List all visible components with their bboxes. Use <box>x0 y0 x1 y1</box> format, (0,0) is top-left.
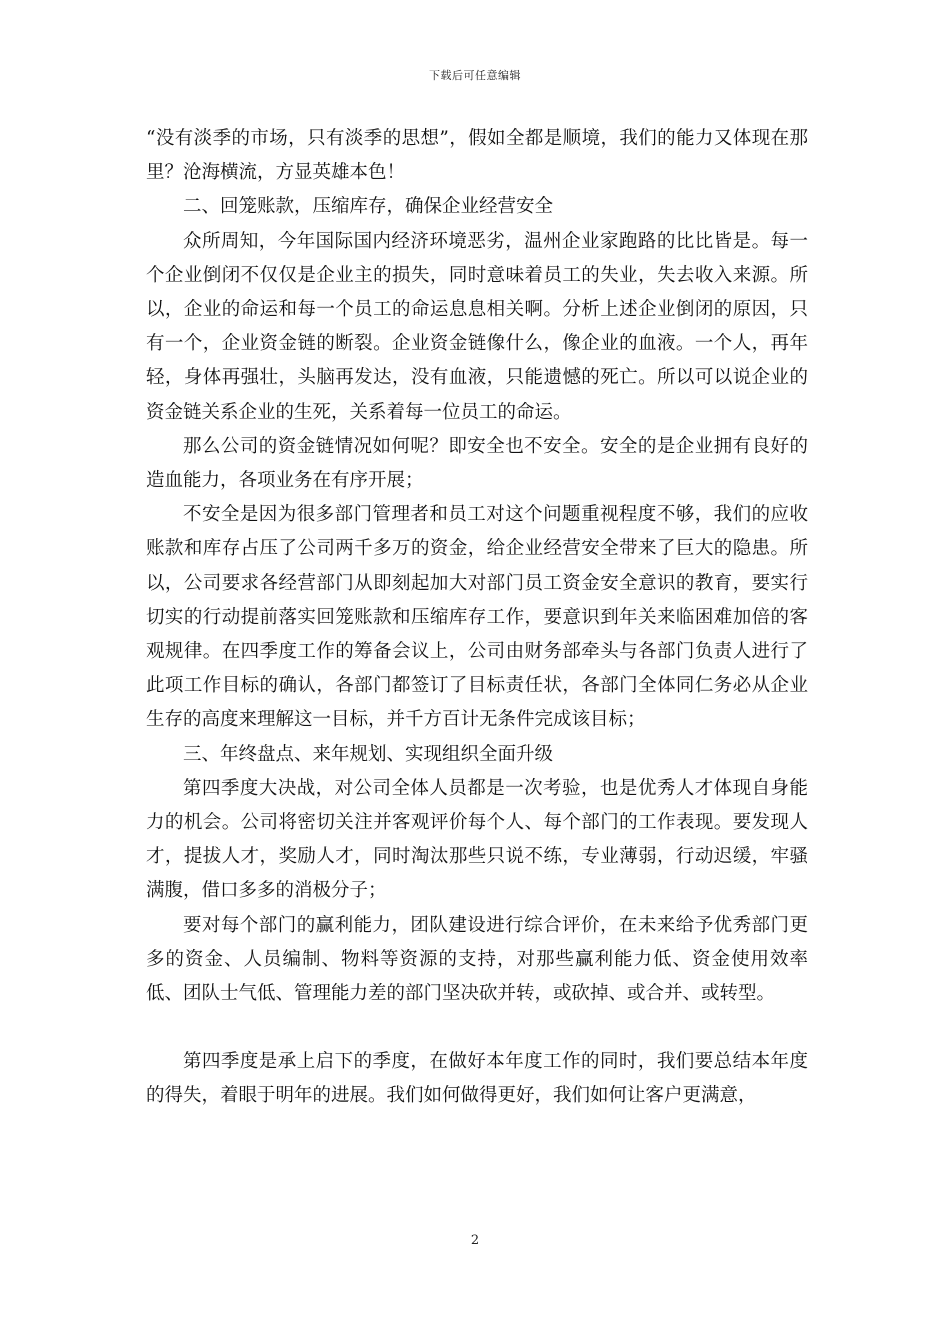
paragraph: 不安全是因为很多部门管理者和员工对这个问题重视程度不够，我们的应收账款和库存占压了公司两千多万的资金，给企业经营安全带来了巨大的隐患。所以，公司要求各经营部门从即刻起加大对部门员工资金安全意识的教育，要实行切实的行动提前落实回笼账款和压缩库存工作，要意识到年关来临困难加倍的客观规律。在四季度工作的筹备会议上，公司由财务部牵头与各部门负责人进行了此项工作目标的确认，各部门都签订了目标责任状，各部门全体同仁务必从企业生存的高度来理解这一目标，并千方百计无条件完成该目标； <box>146 504 808 731</box>
paragraph: 那么公司的资金链情况如何呢？即安全也不安全。安全的是企业拥有良好的造血能力，各项业务在有序开展； <box>146 435 808 492</box>
paragraph: 第四季度大决战，对公司全体人员都是一次考验，也是优秀人才体现自身能力的机会。公司将密切关注并客观评价每个人、每个部门的工作表现。要发现人才，提拔人才，奖励人才，同时淘汰那些只说不练，专业薄弱，行动迟缓，牢骚满腹，借口多多的消极分子； <box>146 777 808 902</box>
page-number: 2 <box>470 1233 480 1248</box>
page-header: 下载后可任意编辑 <box>429 69 521 82</box>
paragraph: 众所周知，今年国际国内经济环境恶劣，温州企业家跑路的比比皆是。每一个企业倒闭不仅仅是企业主的损失，同时意味着员工的失业，失去收入来源。所以，企业的命运和每一个员工的命运息息相关啊。分析上述企业倒闭的原因，只有一个，企业资金链的断裂。企业资金链像什么，像企业的血液。一个人，再年轻，身体再强壮，头脑再发达，没有血液，只能遗憾的死亡。所以可以说企业的资金链关系企业的生死，关系着每一位员工的命运。 <box>146 230 808 423</box>
section-heading-2: 二、回笼账款，压缩库存，确保企业经营安全 <box>183 196 554 218</box>
paragraph: 要对每个部门的赢利能力，团队建设进行综合评价，在未来给予优秀部门更多的资金、人员编制、物料等资源的支持，对那些赢利能力低、资金使用效率低、团队士气低、管理能力差的部门坚决砍并转，或砍掉、或合并、或转型。 <box>146 914 808 1005</box>
section-heading-3: 三、年终盘点、来年规划、实现组织全面升级 <box>183 743 554 765</box>
paragraph-quote: “没有淡季的市场，只有淡季的思想”，假如全都是顺境，我们的能力又体现在那里？沧海横流，方显英雄本色！ <box>146 128 808 184</box>
document-body <box>146 122 808 1114</box>
paragraph: 第四季度是承上启下的季度，在做好本年度工作的同时，我们要总结本年度的得失，着眼于明年的进展。我们如何做得更好，我们如何让客户更满意， <box>146 1051 808 1107</box>
